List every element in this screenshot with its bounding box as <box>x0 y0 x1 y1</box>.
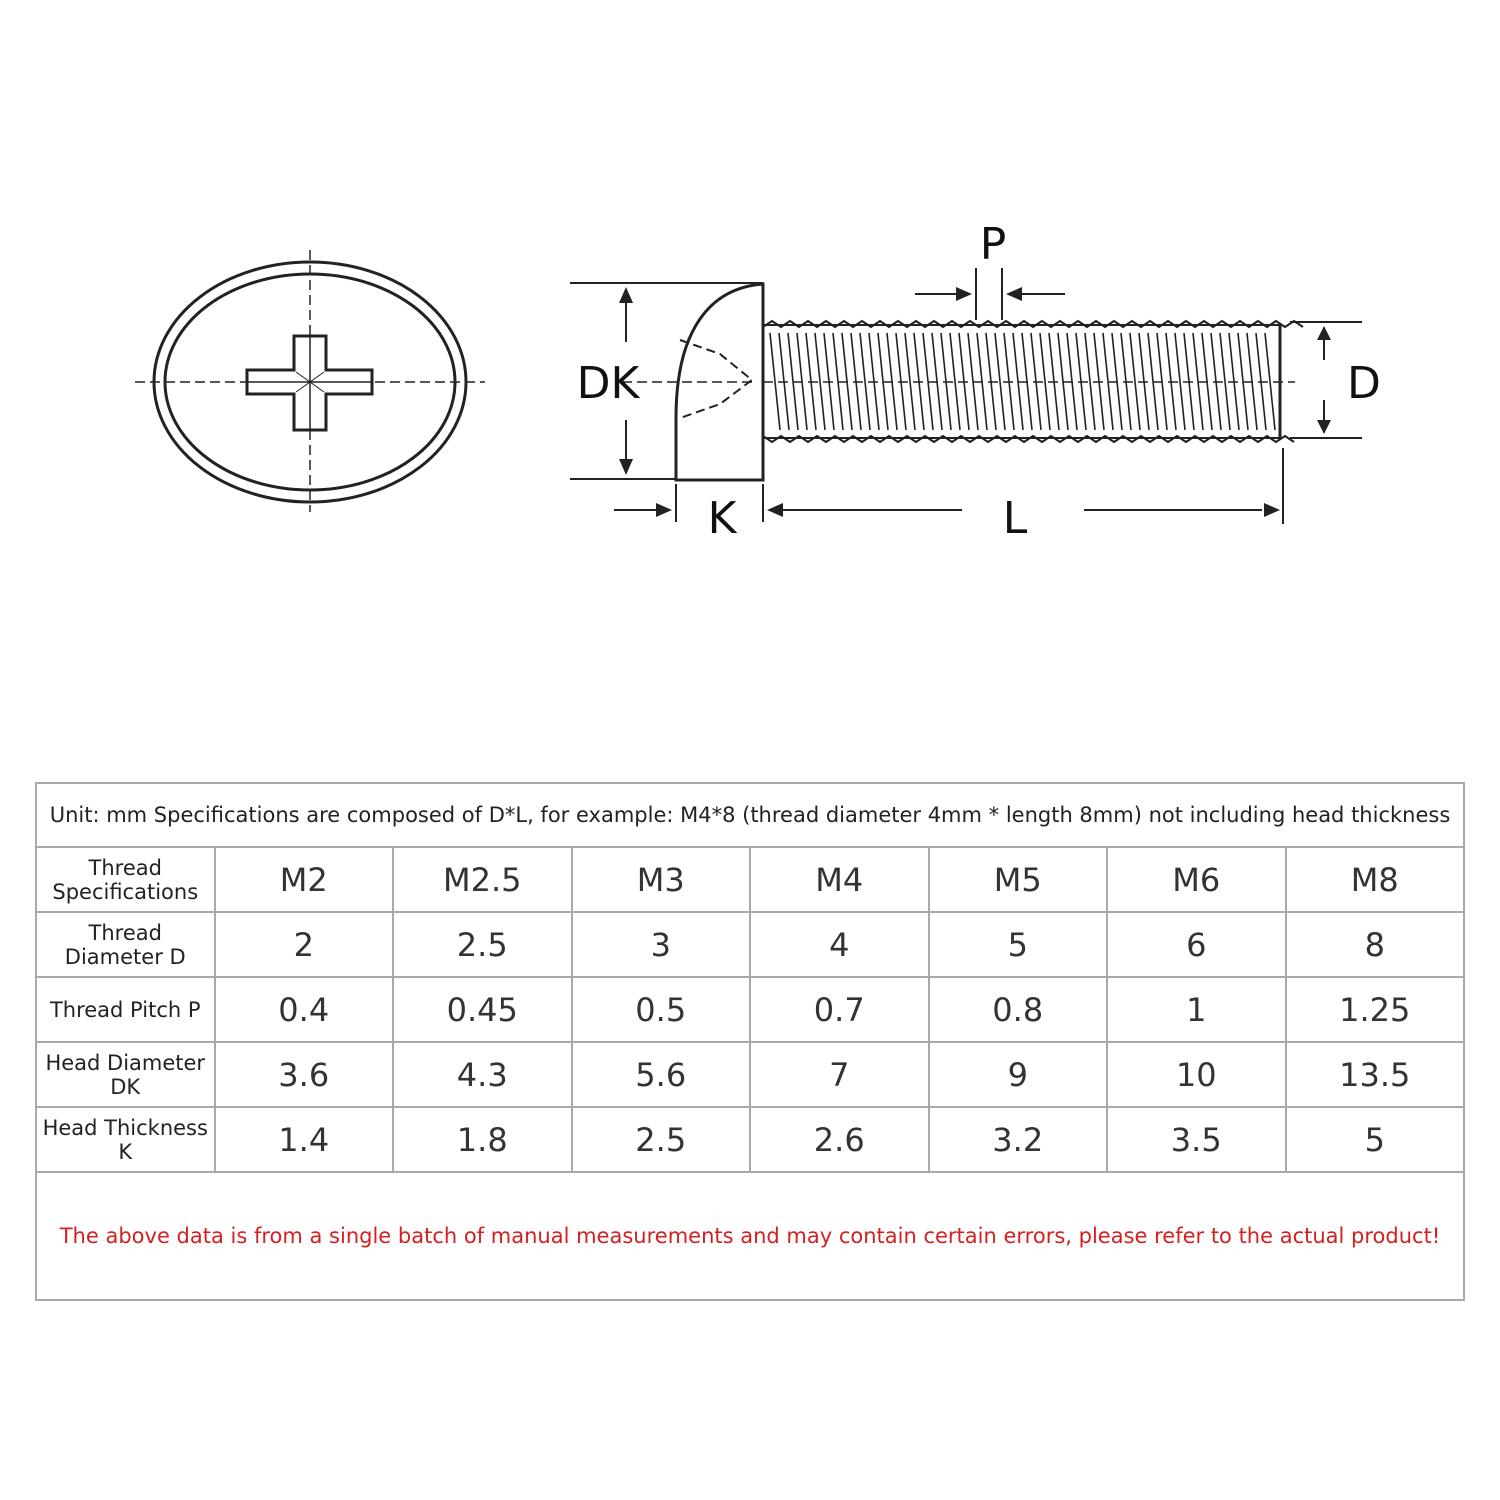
table-cell: 1.25 <box>1286 977 1465 1042</box>
table-cell: 0.5 <box>572 977 751 1042</box>
table-cell: 13.5 <box>1286 1042 1465 1107</box>
row-head-thickness <box>36 1107 1464 1172</box>
table-caption: Unit: mm Specifications are composed of D*L, for example: M4*8 (thread diameter 4mm * length 8mm) not including head thickness <box>36 783 1464 847</box>
table-cell: 1.4 <box>215 1107 394 1172</box>
row-label: Thread Pitch P <box>36 977 215 1042</box>
disclaimer-note: The above data is from a single batch of manual measurements and may contain certain errors, please refer to the actual product! <box>36 1172 1464 1300</box>
table-cell: 2.5 <box>572 1107 751 1172</box>
table-cell: 8 <box>1286 912 1465 977</box>
row-head-diameter <box>36 1042 1464 1107</box>
table-cell: 0.7 <box>750 977 929 1042</box>
table-cell: 10 <box>1107 1042 1286 1107</box>
row-label: Head Thickness K <box>36 1107 215 1172</box>
row-label: Thread Specifications <box>36 847 215 912</box>
label-k: K <box>707 493 737 544</box>
table-cell: 3.6 <box>215 1042 394 1107</box>
table-cell: M6 <box>1107 847 1286 912</box>
table-cell: 0.4 <box>215 977 394 1042</box>
table-cell: 3.5 <box>1107 1107 1286 1172</box>
table-cell: 6 <box>1107 912 1286 977</box>
screw-side-view <box>622 284 1303 480</box>
table-cell: 7 <box>750 1042 929 1107</box>
caption-row <box>36 783 1464 847</box>
table-cell: 0.8 <box>929 977 1108 1042</box>
table-cell: 2.5 <box>393 912 572 977</box>
table-cell: 2.6 <box>750 1107 929 1172</box>
row-label: Head Diameter DK <box>36 1042 215 1107</box>
row-thread-specifications <box>36 847 1464 912</box>
table-cell: 9 <box>929 1042 1108 1107</box>
table-cell: M8 <box>1286 847 1465 912</box>
table-cell: 4.3 <box>393 1042 572 1107</box>
label-l: L <box>1002 493 1028 544</box>
table-cell: M3 <box>572 847 751 912</box>
table-cell: M2.5 <box>393 847 572 912</box>
label-d: D <box>1347 358 1381 409</box>
table-cell: 1 <box>1107 977 1286 1042</box>
row-label: Thread Diameter D <box>36 912 215 977</box>
screw-head-top-view <box>135 250 485 512</box>
note-row <box>36 1172 1464 1300</box>
table-cell: 4 <box>750 912 929 977</box>
table-cell: 0.45 <box>393 977 572 1042</box>
row-thread-diameter <box>36 912 1464 977</box>
table-cell: 1.8 <box>393 1107 572 1172</box>
table-cell: 5 <box>1286 1107 1465 1172</box>
row-thread-pitch <box>36 977 1464 1042</box>
screw-diagram <box>0 0 1500 700</box>
spec-table <box>35 782 1465 1301</box>
table-cell: 2 <box>215 912 394 977</box>
table-cell: 5.6 <box>572 1042 751 1107</box>
table-cell: 3 <box>572 912 751 977</box>
table-cell: M2 <box>215 847 394 912</box>
table-cell: M5 <box>929 847 1108 912</box>
table-cell: 3.2 <box>929 1107 1108 1172</box>
label-dk: DK <box>576 358 640 409</box>
label-p: P <box>979 219 1007 270</box>
table-cell: 5 <box>929 912 1108 977</box>
table-cell: M4 <box>750 847 929 912</box>
